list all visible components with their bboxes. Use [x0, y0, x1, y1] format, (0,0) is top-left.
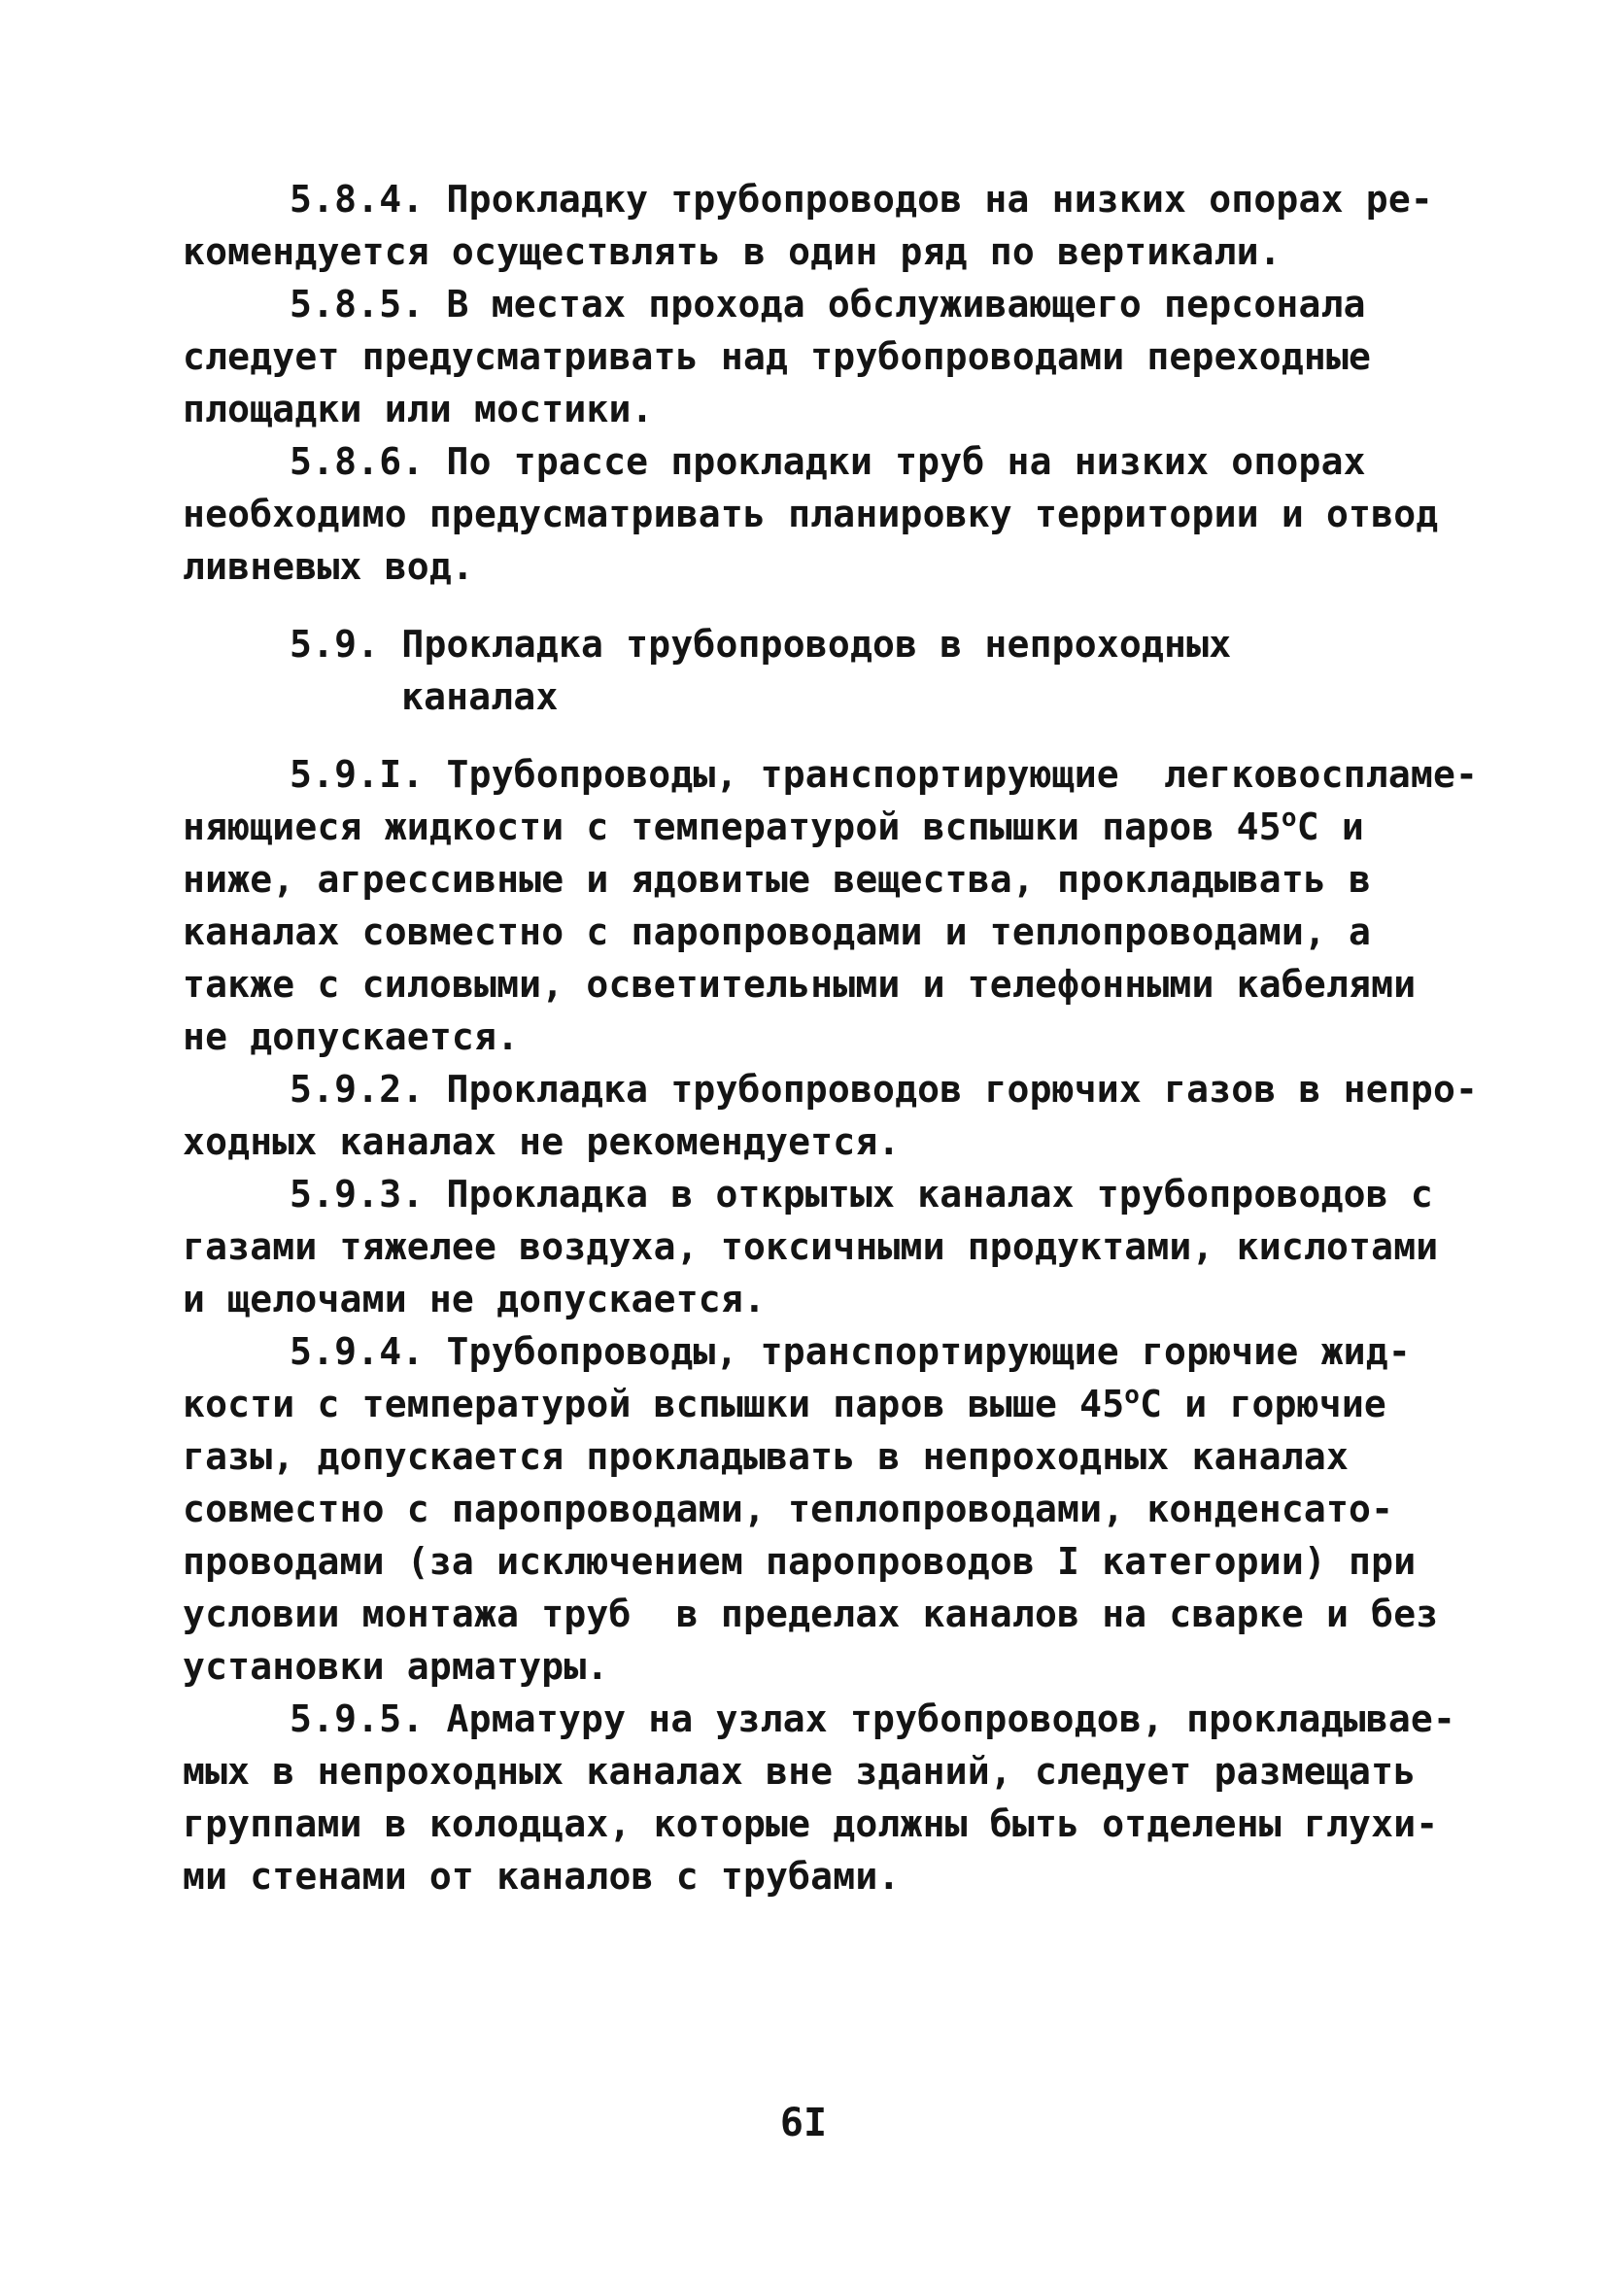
- paragraph-line: газами тяжелее воздуха, токсичными продуктами, кислотами: [183, 1225, 1439, 1268]
- paragraph-line: мых в непроходных каналах вне зданий, следует размещать: [183, 1750, 1417, 1793]
- paragraph-line: 5.8.5. В местах прохода обслуживающего персонала: [290, 283, 1366, 326]
- paragraph-5-9-4: [183, 1325, 1475, 1693]
- paragraph-5-9-2: [183, 1063, 1479, 1168]
- text-segment: С и: [1296, 805, 1364, 848]
- paragraph-line: [183, 1378, 1475, 1430]
- section-heading-line: 5.9. Прокладка трубопроводов в непроходных: [290, 623, 1232, 666]
- paragraph-line: [183, 801, 1475, 853]
- paragraph-line: ми стенами от каналов с трубами.: [183, 1855, 901, 1898]
- degree-superscript: о: [1124, 1381, 1141, 1410]
- paragraph-line: каналах совместно с паропроводами и теплопроводами, а: [183, 910, 1372, 953]
- paragraph-line: 5.9.3. Прокладка в открытых каналах трубопроводов с: [290, 1173, 1433, 1216]
- paragraph-line: комендуется осуществлять в один ряд по вертикали.: [183, 230, 1282, 273]
- paragraph-line: следует предусматривать над трубопроводами переходные: [183, 335, 1372, 378]
- paragraph-line: также с силовыми, осветительными и телефонными кабелями: [183, 963, 1417, 1006]
- text-segment: С и горючие: [1140, 1383, 1386, 1425]
- paragraph-line: 5.9.4. Трубопроводы, транспортирующие горючие жид-: [290, 1330, 1411, 1373]
- text-segment: кости с температурой вспышки паров выше 45: [183, 1383, 1125, 1425]
- page-body: [183, 173, 1479, 1902]
- paragraph-line: 5.9.5. Арматуру на узлах трубопроводов, прокладывае-: [290, 1697, 1456, 1740]
- paragraph-line: не допускается.: [183, 1015, 520, 1058]
- degree-superscript: о: [1281, 804, 1297, 833]
- section-heading-line: каналах: [401, 675, 559, 718]
- paragraph-line: ниже, агрессивные и ядовитые вещества, прокладывать в: [183, 858, 1372, 901]
- paragraph-line: установки арматуры.: [183, 1645, 609, 1688]
- paragraph-5-8-4: [183, 173, 1475, 278]
- paragraph-line: необходимо предусматривать планировку территории и отвод: [183, 493, 1439, 535]
- paragraph-line: 5.9.2. Прокладка трубопроводов горючих газов в непро-: [290, 1068, 1479, 1111]
- paragraph-line: газы, допускается прокладывать в непроходных каналах: [183, 1435, 1350, 1478]
- paragraph-line: 5.8.4. Прокладку трубопроводов на низких опорах ре-: [290, 178, 1433, 221]
- section-heading-5-9: [183, 618, 1475, 723]
- paragraph-line: площадки или мостики.: [183, 388, 654, 430]
- page-number: 6I: [779, 2101, 828, 2145]
- paragraph-line: ливневых вод.: [183, 545, 475, 588]
- paragraph-line: и щелочами не допускается.: [183, 1278, 767, 1320]
- paragraph-5-9-5: [183, 1693, 1475, 1902]
- paragraph-line: совместно с паропроводами, теплопроводами, конденсато-: [183, 1488, 1394, 1530]
- paragraph-line: 5.8.6. По трассе прокладки труб на низких опорах: [290, 440, 1366, 483]
- text-segment: няющиеся жидкости с температурой вспышки паров 45: [183, 805, 1282, 848]
- paragraph-5-9-3: [183, 1168, 1475, 1325]
- paragraph-5-8-6: [183, 435, 1475, 593]
- paragraph-line: группами в колодцах, которые должны быть отделены глухи-: [183, 1802, 1439, 1845]
- paragraph-line: ходных каналах не рекомендуется.: [183, 1120, 901, 1163]
- paragraph-line: проводами (за исключением паропроводов I категории) при: [183, 1540, 1417, 1583]
- paragraph-5-9-1: [183, 748, 1479, 1063]
- paragraph-5-8-5: [183, 278, 1475, 435]
- paragraph-line: 5.9.I. Трубопроводы, транспортирующие легковоспламе-: [290, 753, 1479, 796]
- paragraph-line: условии монтажа труб в пределах каналов на сварке и без: [183, 1593, 1439, 1635]
